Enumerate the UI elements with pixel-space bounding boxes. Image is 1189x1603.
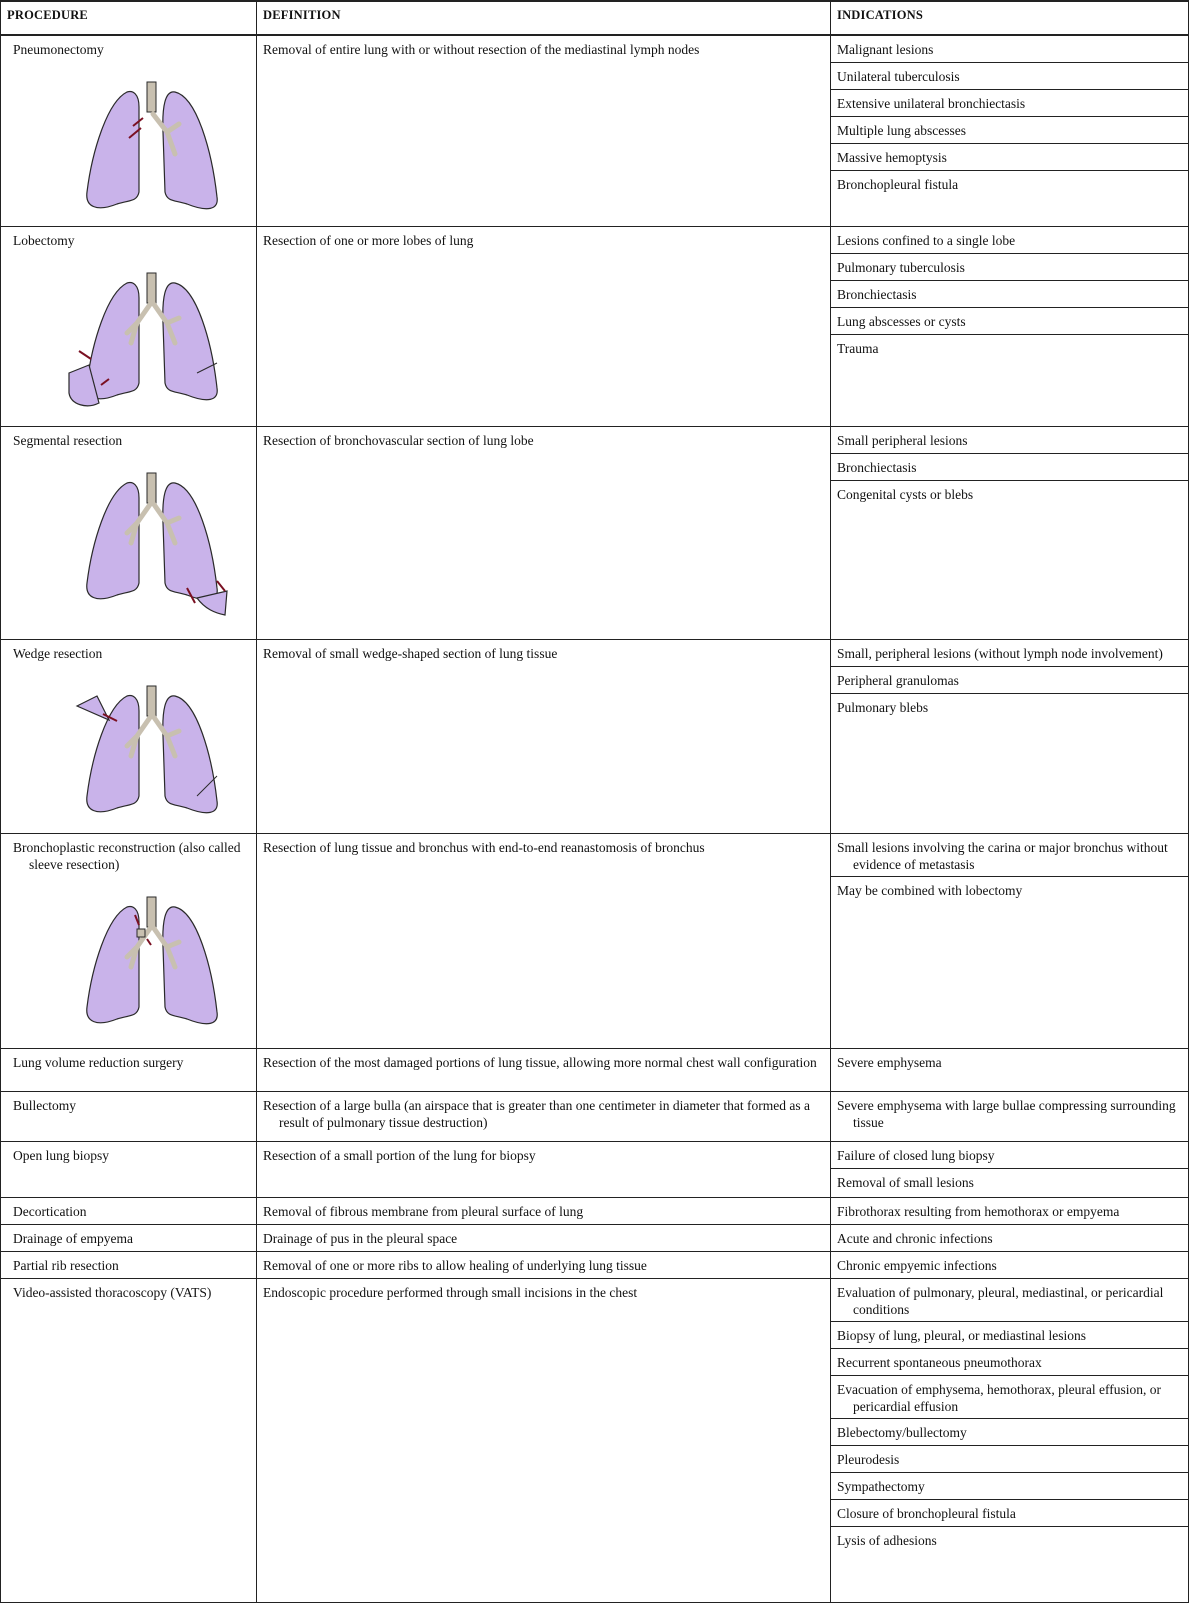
definition-cell: Drainage of pus in the pleural space — [256, 1225, 830, 1252]
indication-item: Failure of closed lung biopsy — [831, 1142, 1188, 1169]
indications-cell — [830, 1049, 1188, 1091]
indication-item: Removal of small lesions — [837, 1175, 974, 1190]
procedure-name: Open lung biopsy — [13, 1148, 109, 1163]
definition-cell: Resection of one or more lobes of lung — [256, 227, 830, 426]
indication-item: Lung abscesses or cysts — [831, 308, 1188, 335]
table-row — [1, 1225, 1188, 1252]
table-row — [1, 427, 1188, 640]
definition-cell: Endoscopic procedure performed through small incisions in the chest — [256, 1279, 830, 1602]
header-procedure: PROCEDURE — [7, 8, 88, 22]
indication-item: Evacuation of emphysema, hemothorax, pleural effusion, or pericardial effusion — [831, 1376, 1188, 1419]
indication-item: Acute and chronic infections — [837, 1231, 993, 1246]
indication-item: Massive hemoptysis — [831, 144, 1188, 171]
indication-item: Fibrothorax resulting from hemothorax or empyema — [837, 1204, 1120, 1219]
indication-item: Small, peripheral lesions (without lymph node involvement) — [831, 640, 1188, 667]
indications-cell — [830, 1142, 1188, 1197]
definition-cell: Resection of the most damaged portions of lung tissue, allowing more normal chest wall configuration — [256, 1049, 830, 1091]
procedure-name: Bronchoplastic reconstruction (also called sleeve resection) — [13, 840, 241, 872]
segmental-lung-illustration — [67, 463, 237, 623]
indication-item: Bronchiectasis — [831, 454, 1188, 481]
table-row — [1, 1279, 1188, 1603]
indications-cell — [830, 1279, 1188, 1602]
procedure-cell — [1, 1142, 256, 1197]
header-definition: DEFINITION — [256, 2, 830, 34]
procedure-cell — [1, 1279, 256, 1602]
indication-item: May be combined with lobectomy — [837, 883, 1023, 898]
procedure-name: Video-assisted thoracoscopy (VATS) — [13, 1285, 212, 1300]
procedure-cell — [1, 1225, 256, 1252]
definition-cell: Resection of lung tissue and bronchus with end-to-end reanastomosis of bronchus — [256, 834, 830, 1050]
lobectomy-lung-illustration — [67, 263, 237, 423]
indication-item: Malignant lesions — [831, 36, 1188, 63]
indication-item: Pleurodesis — [831, 1446, 1188, 1473]
indications-cell — [830, 1092, 1188, 1141]
procedure-cell — [1, 640, 256, 839]
indication-item: Evaluation of pulmonary, pleural, mediastinal, or pericardial conditions — [831, 1279, 1188, 1322]
indication-item: Sympathectomy — [831, 1473, 1188, 1500]
indication-item: Pulmonary blebs — [837, 700, 929, 715]
table-row — [1, 640, 1188, 834]
indications-cell — [830, 640, 1188, 839]
indications-cell — [830, 1252, 1188, 1279]
indication-item: Blebectomy/bullectomy — [831, 1419, 1188, 1446]
procedure-name: Lung volume reduction surgery — [13, 1055, 184, 1070]
indication-item: Peripheral granulomas — [831, 667, 1188, 694]
indication-item: Unilateral tuberculosis — [831, 63, 1188, 90]
indication-item: Lysis of adhesions — [837, 1533, 937, 1548]
procedure-name: Pneumonectomy — [13, 42, 104, 57]
procedure-cell — [1, 1198, 256, 1225]
indication-item: Biopsy of lung, pleural, or mediastinal lesions — [831, 1322, 1188, 1349]
procedure-cell — [1, 427, 256, 639]
procedure-name: Wedge resection — [13, 646, 103, 661]
procedure-cell — [1, 36, 256, 235]
definition-cell: Removal of small wedge-shaped section of lung tissue — [256, 640, 830, 839]
table-row — [1, 834, 1188, 1049]
indication-item: Lesions confined to a single lobe — [831, 227, 1188, 254]
indication-item: Chronic empyemic infections — [837, 1258, 997, 1273]
procedure-cell — [1, 227, 256, 426]
procedure-cell — [1, 834, 256, 1050]
table-row — [1, 1252, 1188, 1279]
pneumonectomy-lung-illustration — [67, 72, 237, 232]
table-row — [1, 36, 1188, 227]
table-row — [1, 1142, 1188, 1198]
table-row — [1, 1092, 1188, 1142]
wedge-lung-illustration — [67, 676, 237, 836]
indication-item: Bronchiectasis — [831, 281, 1188, 308]
procedure-name: Decortication — [13, 1204, 87, 1219]
definition-cell: Removal of one or more ribs to allow healing of underlying lung tissue — [256, 1252, 830, 1279]
definition-cell: Removal of entire lung with or without resection of the mediastinal lymph nodes — [256, 36, 830, 235]
procedure-name: Partial rib resection — [13, 1258, 119, 1273]
procedure-cell — [1, 1049, 256, 1091]
procedure-name: Bullectomy — [13, 1098, 76, 1113]
indications-cell — [830, 427, 1188, 639]
indication-item: Small peripheral lesions — [831, 427, 1188, 454]
indications-cell — [830, 834, 1188, 1050]
indication-item: Multiple lung abscesses — [831, 117, 1188, 144]
definition-cell: Resection of a small portion of the lung for biopsy — [256, 1142, 830, 1197]
indication-item: Trauma — [837, 341, 879, 356]
definition-cell: Resection of a large bulla (an airspace that is greater than one centimeter in diameter that formed as a result of pulmonary tissue destruction) — [256, 1092, 830, 1141]
definition-cell: Removal of fibrous membrane from pleural surface of lung — [256, 1198, 830, 1225]
procedure-cell — [1, 1092, 256, 1141]
indication-item: Extensive unilateral bronchiectasis — [831, 90, 1188, 117]
indications-cell — [830, 1198, 1188, 1225]
indication-item: Closure of bronchopleural fistula — [831, 1500, 1188, 1527]
table-row — [1, 227, 1188, 427]
table-header — [1, 2, 1188, 36]
indication-item: Congenital cysts or blebs — [837, 487, 974, 502]
procedure-name: Segmental resection — [13, 433, 123, 448]
sleeve-lung-illustration — [67, 887, 237, 1047]
table-row — [1, 1198, 1188, 1225]
indication-item: Severe emphysema — [837, 1055, 942, 1070]
indication-item: Pulmonary tuberculosis — [831, 254, 1188, 281]
indications-cell — [830, 1225, 1188, 1252]
table-row — [1, 1049, 1188, 1092]
indications-cell — [830, 36, 1188, 235]
header-indications: INDICATIONS — [830, 2, 1188, 34]
indication-item: Recurrent spontaneous pneumothorax — [831, 1349, 1188, 1376]
indication-item: Small lesions involving the carina or major bronchus without evidence of metastasis — [831, 834, 1188, 877]
indication-item: Bronchopleural fistula — [837, 177, 959, 192]
procedure-cell — [1, 1252, 256, 1279]
indication-item: Severe emphysema with large bullae compressing surrounding tissue — [837, 1098, 1176, 1130]
indications-cell — [830, 227, 1188, 426]
procedure-name: Drainage of empyema — [13, 1231, 133, 1246]
procedure-name: Lobectomy — [13, 233, 75, 248]
definition-cell: Resection of bronchovascular section of lung lobe — [256, 427, 830, 639]
